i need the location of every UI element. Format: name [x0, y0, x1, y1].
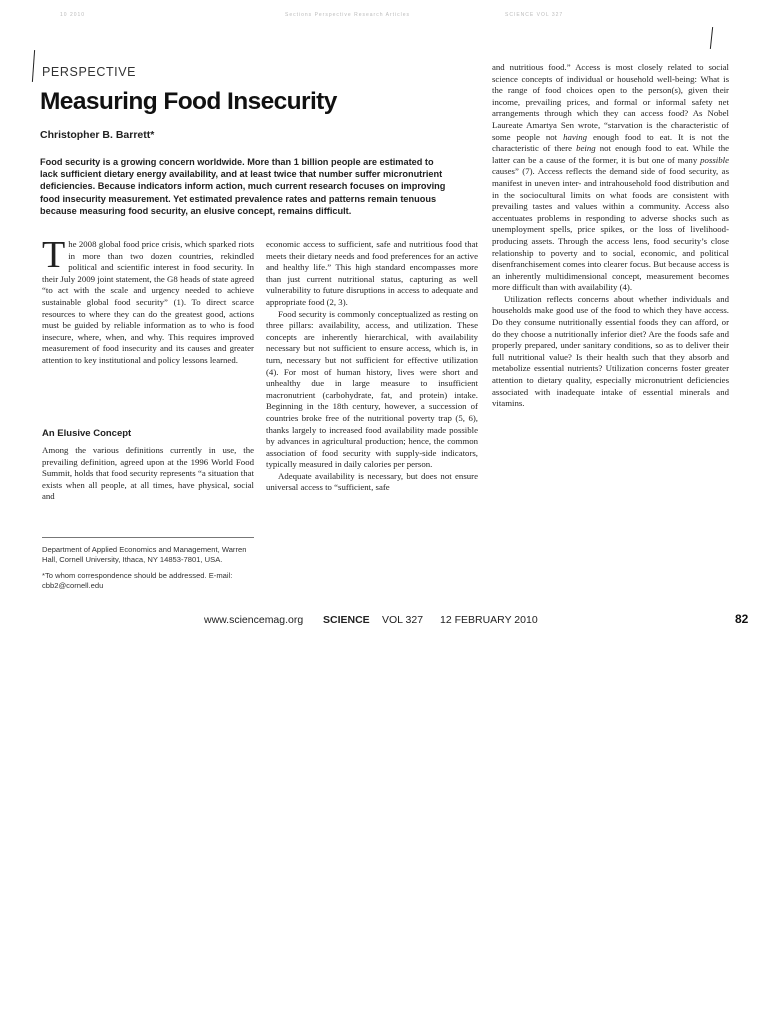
scan-header-left: 10 2010	[60, 12, 86, 18]
column-3	[492, 62, 729, 410]
footnote-rule	[42, 537, 254, 538]
article-title: Measuring Food Insecurity	[40, 88, 337, 115]
definition-paragraph: Among the various definitions currently in use, the prevailing definition, agreed upon at the 1996 World Food Summit, holds that food security represents “a situation that exists when all people, at all times, have physical, social and	[42, 445, 254, 502]
page-number: 82	[735, 612, 749, 626]
col3-emphasis-having: having	[563, 131, 588, 142]
col2-paragraph-1: economic access to sufficient, safe and nutritious food that meets their dietary needs and food preferences for an active and healthy life.” This high standard encompasses more than just current nutritional status, capturing as well vulnerability to future disruptions in access to adequate and appropriate food (2, 3).	[266, 239, 478, 307]
col3-text-d: causes” (7). Access reflects the demand side of food security, as manifest in uneven inter- and intrahousehold food distribution and in the sociocultural limits on what foods are consistent with prevailing tastes and values within a community. Access also accentuates problems in responding to adverse shocks such as unemployment spells, price spikes, or the loss of livelihood-producing assets. Through the access lens, food security’s close relationship to poverty and to social, economic, and political disenfranchisement comes into clearer focus. But because access is an inherently multidimensional concept, measurement becomes more difficult than with availability (4).	[492, 166, 729, 293]
col2-paragraph-3: Adequate availability is necessary, but does not ensure universal access to “sufficient, safe	[266, 470, 478, 493]
col3-paragraph-2: Utilization reflects concerns about whether individuals and households make good use of the food to which they have access. Do they consume nutritionally essential foods they can afford, or do they choose a nutritionally inferior diet? Are the foods safe and properly prepared, under sanitary conditions, so as to deliver their full nutritional value? Is their health such that they absorb and metabolize essential nutrients? Utilization concerns foster greater attention to dietary quality, especially micronutrient deficiencies associated with inadequate intake of essential minerals and vitamins.	[492, 293, 729, 409]
affiliation-notes	[42, 545, 254, 591]
footer-url: www.sciencemag.org	[204, 614, 304, 626]
subhead-elusive-concept: An Elusive Concept	[42, 428, 132, 439]
author-line: Christopher B. Barrett*	[40, 129, 155, 141]
col3-text-b: enough food to eat. It is not the characteristic of there	[492, 131, 730, 154]
column-2	[266, 239, 478, 494]
intro-paragraph: he 2008 global food price crisis, which sparked riots in more than two dozen countries, rekindled political and scientific interest in food security. In their July 2009 joint statement, the G8 heads of state agreed “to act with the scale and urgency needed to achieve sustainable global food security” (1). To direct scarce resources to where they can do the greatest good, actions must be guided by reliable information as to who is food insecure, where, when, and why. This requires improved measurement of food insecurity and its causes and greater attention to key institutional and policy lessons learned.	[42, 239, 254, 365]
footer-journal: SCIENCE	[323, 614, 370, 626]
scan-header-middle: Sections Perspective Research Articles	[285, 12, 410, 18]
footer-volume: VOL 327	[382, 614, 424, 626]
scan-header-right: SCIENCE VOL 327	[505, 12, 564, 18]
crop-mark-left	[32, 50, 35, 82]
col3-text-c: not enough food to eat. While the latter can be a cause of the former, it is but one of many	[492, 143, 730, 165]
column-1-body	[42, 445, 254, 503]
col2-paragraph-2: Food security is commonly conceptualized as resting on three pillars: availability, access, and utilization. These concepts are inherently hierarchical, with availability necessary but not sufficient to ensure access, which is, in turn, necessary but not sufficient for effective utilization (4). For most of human history, lives were short and unhealthy due in large measure to insufficient macronutrient (carbohydrate, fat, and protein) intake. Beginning in the 18th century, however, a succession of countries broke free of the nutritional poverty trap (5, 6), thanks largely to increased food availability made possible by advances in agricultural production; hence, the common association of food security with supply-side indicators, typically measured in daily calories per person.	[266, 308, 478, 470]
col3-emphasis-being: being	[576, 143, 596, 154]
abstract: Food security is a growing concern worldwide. More than 1 billion people are estimated to lack sufficient dietary energy availability, and at least twice that number suffer micronutrient deficiencies. Because indicators inform action, much current research focuses on improving food insecurity measurement. Yet estimated prevalence rates and patterns remain tenuous because measuring food security, an elusive concept, remains difficult.	[40, 157, 446, 216]
col3-paragraph-1	[492, 62, 729, 294]
correspondence-note: *To whom correspondence should be addressed. E-mail: cbb2@cornell.edu	[42, 571, 233, 590]
drop-cap: T	[42, 234, 66, 276]
footer-date: 12 FEBRUARY 2010	[440, 614, 538, 626]
col3-text-a: and nutritious food.” Access is most closely related to social science concepts of individual or household well-being: What is the range of food choices open to the person(s), given their income, prevailing prices, and formal or informal safety net arrangements through which they can access food? As Nobel Laureate Amartya Sen wrote, “starvation is the characteristic of some people not	[492, 62, 729, 142]
affiliation: Department of Applied Economics and Management, Warren Hall, Cornell University, Ithaca, NY 14853-7801, USA.	[42, 545, 247, 564]
section-label: PERSPECTIVE	[42, 65, 137, 79]
column-1-intro	[42, 234, 254, 367]
col3-emphasis-possible: possible	[700, 154, 729, 165]
crop-mark-right	[710, 27, 713, 49]
